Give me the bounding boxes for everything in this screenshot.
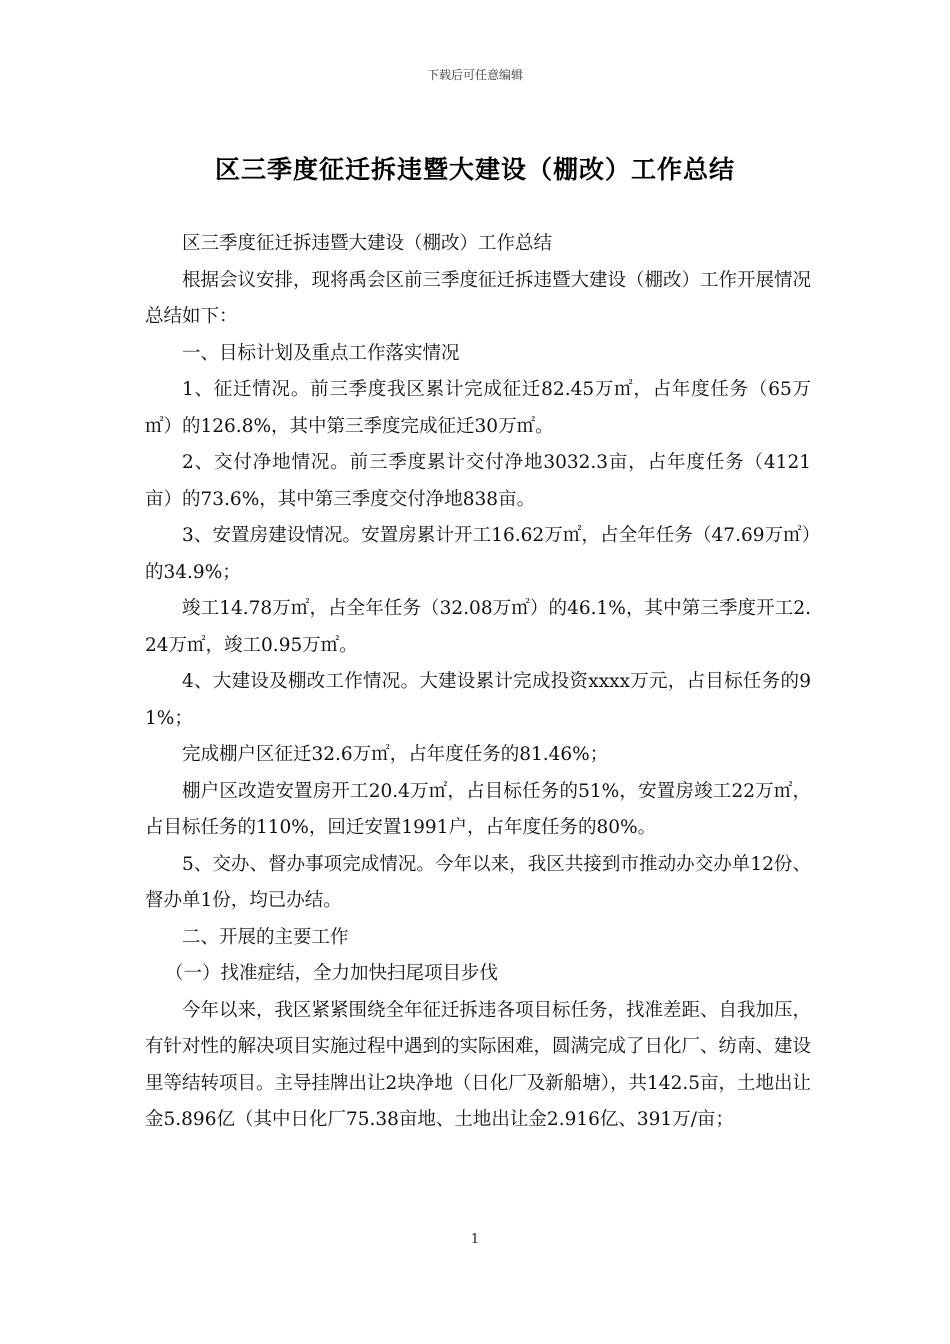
paragraph-intro: 根据会议安排，现将禹会区前三季度征迁拆违暨大建设（棚改）工作开展情况总结如下： <box>145 269 812 327</box>
paragraph-subtitle: 区三季度征迁拆违暨大建设（棚改）工作总结 <box>182 233 553 254</box>
section-heading-1: 一、目标计划及重点工作落实情况 <box>182 342 460 364</box>
paragraph-item-1: 1、征迁情况。前三季度我区累计完成征迁82.45万㎡，占年度任务（65万㎡）的126.8%，其中第三季度完成征迁30万㎡。 <box>145 379 811 437</box>
paragraph-item-3-cont: 竣工14.78万㎡，占全年任务（32.08万㎡）的46.1%，其中第三季度开工2.24万㎡，竣工0.95万㎡。 <box>145 598 811 656</box>
document-title: 区三季度征迁拆违暨大建设（棚改）工作总结 <box>214 155 735 184</box>
paragraph-item-5: 5、交办、督办事项完成情况。今年以来，我区共接到市推动办交办单12份、督办单1份，均已办结。 <box>145 853 811 911</box>
header-note: 下载后可任意编辑 <box>426 68 523 82</box>
document-body <box>145 226 811 1139</box>
paragraph-item-4-cont-b: 棚户区改造安置房开工20.4万㎡，占目标任务的51%，安置房竣工22万㎡，占目标任务的110%，回迁安置1991户，占年度任务的80%。 <box>145 780 811 838</box>
page-number: 1 <box>470 1232 480 1247</box>
subsection-heading-1: （一）找准症结，全力加快扫尾项目步伐 <box>165 963 499 984</box>
paragraph-item-2: 2、交付净地情况。前三季度累计交付净地3032.3亩，占年度任务（4121亩）的73.6%，其中第三季度交付净地838亩。 <box>145 452 811 510</box>
section-heading-2: 二、开展的主要工作 <box>182 926 349 948</box>
paragraph-item-4: 4、大建设及棚改工作情况。大建设累计完成投资xxxx万元，占目标任务的91%； <box>145 671 811 729</box>
paragraph-item-4-cont-a: 完成棚户区征迁32.6万㎡，占年度任务的81.46%； <box>182 744 609 765</box>
paragraph-item-3: 3、安置房建设情况。安置房累计开工16.62万㎡，占全年任务（47.69万㎡）的34.9%； <box>145 525 811 583</box>
paragraph-body-1: 今年以来，我区紧紧围绕全年征迁拆违各项目标任务，找准差距、自我加压，有针对性的解决项目实施过程中遇到的实际困难，圆满完成了日化厂、纺南、建设里等结转项目。主导挂牌出让2块净地（日化厂及新船塘），共142.5亩，土地出让金5.896亿（其中日化厂75.38亩地、土地出让金2.916亿、391万/亩； <box>145 999 812 1130</box>
